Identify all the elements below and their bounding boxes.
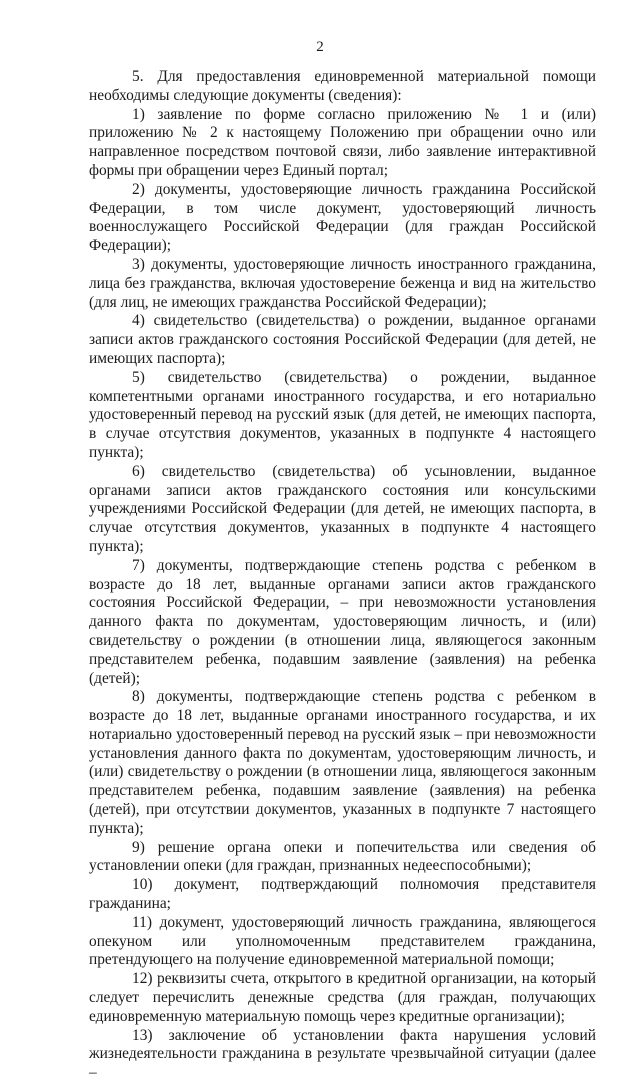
list-item-3: 3) документы, удостоверяющие личность иностранного гражданина, лица без гражданства, включая удостоверение беженца и вид на жительство (для лиц, не имеющих гражданства Российской Федерации); xyxy=(89,255,596,311)
document-body xyxy=(89,68,596,1083)
paragraph-5-intro: 5. Для предоставления единовременной материальной помощи необходимы следующие документы (сведения): xyxy=(89,68,596,104)
list-item-6: 6) свидетельство (свидетельства) об усыновлении, выданное органами записи актов гражданского состояния или консульскими учреждениями Российской Федерации (для детей, не имеющих паспорта, в случае отсутствия документов, указанных в подпункте 4 настоящего пункта); xyxy=(89,462,596,555)
list-item-13: 13) заключение об установлении факта нарушения условий жизнедеятельности гражданина в результате чрезвычайной ситуации (далее – xyxy=(89,1026,596,1082)
list-item-2: 2) документы, удостоверяющие личность гражданина Российской Федерации, в том числе документ, удостоверяющий личность военнослужащего Российской Федерации (для граждан Российской Федерации); xyxy=(89,180,596,255)
page-number: 2 xyxy=(316,39,324,55)
list-item-11: 11) документ, удостоверяющий личность гражданина, являющегося опекуном или уполномоченным представителем гражданина, претендующего на получение единовременной материальной помощи; xyxy=(89,913,596,969)
list-item-4: 4) свидетельство (свидетельства) о рождении, выданное органами записи актов гражданского состояния Российской Федерации (для детей, не имеющих паспорта); xyxy=(89,312,596,367)
list-item-7: 7) документы, подтверждающие степень родства с ребенком в возрасте до 18 лет, выданные органами записи актов гражданского состояния Российской Федерации, – при невозможности установления данного факта по документам, удостоверяющим личность, и (или) свидетельству о рождении (в отношении лица, являющегося законным представителем ребенка, подавшим заявление (заявления) на ребенка (детей); xyxy=(89,556,596,687)
list-item-5: 5) свидетельство (свидетельства) о рождении, выданное компетентными органами иностранного государства, и его нотариально удостоверенный перевод на русский язык (для детей, не имеющих паспорта, в случае отсутствия документов, указанных в подпункте 4 настоящего пункта); xyxy=(89,368,596,461)
list-item-10: 10) документ, подтверждающий полномочия представителя гражданина; xyxy=(89,876,596,913)
list-item-1: 1) заявление по форме согласно приложению № 1 и (или) приложению № 2 к настоящему Положению при обращении очно или направленное посредством почтовой связи, либо заявление интерактивной формы при обращении через Единый портал; xyxy=(89,105,596,179)
list-item-8: 8) документы, подтверждающие степень родства с ребенком в возрасте до 18 лет, выданные органами иностранного государства, и их нотариально удостоверенный перевод на русский язык – при невозможности установления данного факта по документам, удостоверяющим личность, и (или) свидетельству о рождении (в отношении лица, являющегося законным представителем ребенка, подавшим заявление (заявления) на ребенка (детей), при отсутствии документов, указанных в подпункте 7 настоящего пункта); xyxy=(89,688,596,837)
list-item-9: 9) решение органа опеки и попечительства или сведения об установлении опеки (для граждан, признанных недееспособными); xyxy=(89,838,596,875)
list-item-12: 12) реквизиты счета, открытого в кредитной организации, на который следует перечислить денежные средства (для граждан, получающих единовременную материальную помощь через кредитные организации); xyxy=(89,970,596,1025)
